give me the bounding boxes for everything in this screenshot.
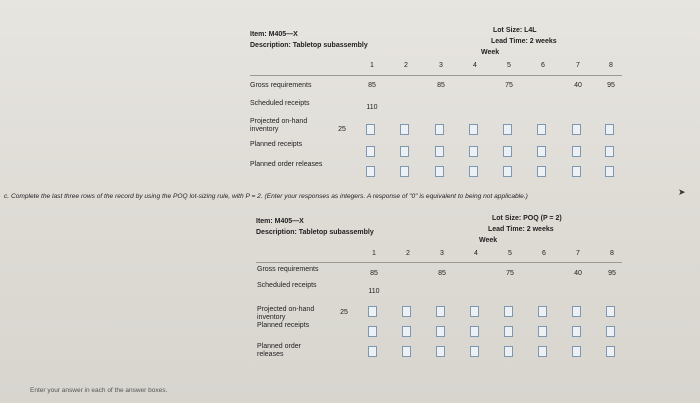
t2-projected-box-w6[interactable] — [538, 306, 547, 317]
cursor-arrow-icon: ➤ — [678, 187, 686, 197]
t2-releases-box-w1[interactable] — [368, 346, 377, 357]
t2-releases-box-w2[interactable] — [402, 346, 411, 357]
t1-label-gross: Gross requirements — [250, 82, 312, 89]
t2-week-1: 1 — [372, 250, 376, 257]
t1-gross-w8: 95 — [607, 82, 615, 89]
t2-releases-box-w6[interactable] — [538, 346, 547, 357]
t2-gross-w5: 75 — [506, 270, 514, 277]
t2-label-planned-receipts: Planned receipts — [257, 322, 310, 329]
footer-hint: Enter your answer in each of the answer boxes. — [30, 387, 168, 394]
t2-gross-w3: 85 — [438, 270, 446, 277]
t2-week-8: 8 — [610, 250, 614, 257]
t1-receipts-box-w3[interactable] — [435, 146, 444, 157]
t1-releases-box-w8[interactable] — [605, 166, 614, 177]
t2-label-projected: Projected on-hand inventory — [257, 306, 315, 321]
t1-projected-box-w5[interactable] — [503, 124, 512, 135]
table2-week-label: Week — [479, 237, 498, 244]
t1-receipts-box-w6[interactable] — [537, 146, 546, 157]
t2-receipts-box-w4[interactable] — [470, 326, 479, 337]
table2-item: Item: M405—X — [256, 218, 304, 225]
table1-description: Description: Tabletop subassembly — [250, 42, 368, 49]
t1-gross-w3: 85 — [437, 82, 445, 89]
t2-week-7: 7 — [576, 250, 580, 257]
t1-gross-w7: 40 — [574, 82, 582, 89]
t1-week-2: 2 — [404, 62, 408, 69]
t1-projected-box-w1[interactable] — [366, 124, 375, 135]
table1-week-label: Week — [481, 49, 500, 56]
t2-receipts-box-w5[interactable] — [504, 326, 513, 337]
t2-week-4: 4 — [474, 250, 478, 257]
t2-projected-box-w3[interactable] — [436, 306, 445, 317]
t1-week-5: 5 — [507, 62, 511, 69]
t2-projected-box-w5[interactable] — [504, 306, 513, 317]
t1-releases-box-w1[interactable] — [366, 166, 375, 177]
t1-week-3: 3 — [439, 62, 443, 69]
table2-lot-size: Lot Size: POQ (P = 2) — [492, 215, 562, 222]
t1-week-4: 4 — [473, 62, 477, 69]
table2-description: Description: Tabletop subassembly — [256, 229, 374, 236]
t1-receipts-box-w1[interactable] — [366, 146, 375, 157]
t1-receipts-box-w5[interactable] — [503, 146, 512, 157]
t2-receipts-box-w2[interactable] — [402, 326, 411, 337]
t1-receipts-box-w4[interactable] — [469, 146, 478, 157]
t1-week-7: 7 — [576, 62, 580, 69]
t2-header-rule — [256, 262, 622, 263]
t1-label-projected: Projected on-hand inventory — [250, 118, 308, 133]
t2-receipts-box-w8[interactable] — [606, 326, 615, 337]
t1-gross-w1: 85 — [368, 82, 376, 89]
t1-releases-box-w2[interactable] — [400, 166, 409, 177]
t1-receipts-box-w2[interactable] — [400, 146, 409, 157]
t2-releases-box-w3[interactable] — [436, 346, 445, 357]
t1-week-1: 1 — [370, 62, 374, 69]
t2-label-planned-releases: Planned order releases — [257, 343, 301, 358]
t1-projected-box-w6[interactable] — [537, 124, 546, 135]
t1-projected-box-w3[interactable] — [435, 124, 444, 135]
t1-label-planned-releases: Planned order releases — [250, 161, 323, 168]
table1-lead-time: Lead Time: 2 weeks — [491, 38, 557, 45]
t1-label-scheduled: Scheduled receipts — [250, 100, 310, 107]
t2-week-2: 2 — [406, 250, 410, 257]
t2-projected-box-w2[interactable] — [402, 306, 411, 317]
t2-releases-box-w5[interactable] — [504, 346, 513, 357]
t2-projected-box-w1[interactable] — [368, 306, 377, 317]
part-c-instruction: c. Complete the last three rows of the record by using the POQ lot-sizing rule, with P = 2. (Enter your responses as integers. A response of "0" is equivalent to being not applicable.) — [4, 193, 528, 200]
t1-projected-box-w8[interactable] — [605, 124, 614, 135]
t2-receipts-box-w3[interactable] — [436, 326, 445, 337]
t1-receipts-box-w7[interactable] — [572, 146, 581, 157]
t1-header-rule — [250, 75, 622, 76]
t2-week-3: 3 — [440, 250, 444, 257]
t1-releases-box-w3[interactable] — [435, 166, 444, 177]
t2-projected-box-w8[interactable] — [606, 306, 615, 317]
table1-lot-size: Lot Size: L4L — [493, 27, 537, 34]
t1-gross-w5: 75 — [505, 82, 513, 89]
t2-initial-inventory: 25 — [340, 309, 348, 316]
t1-projected-box-w7[interactable] — [572, 124, 581, 135]
t2-projected-box-w7[interactable] — [572, 306, 581, 317]
t2-gross-w7: 40 — [574, 270, 582, 277]
t2-releases-box-w4[interactable] — [470, 346, 479, 357]
t1-label-planned-receipts: Planned receipts — [250, 141, 303, 148]
table2-lead-time: Lead Time: 2 weeks — [488, 226, 554, 233]
t2-gross-w1: 85 — [370, 270, 378, 277]
t1-releases-box-w5[interactable] — [503, 166, 512, 177]
t1-week-6: 6 — [541, 62, 545, 69]
t2-gross-w8: 95 — [608, 270, 616, 277]
t2-week-5: 5 — [508, 250, 512, 257]
t1-projected-box-w4[interactable] — [469, 124, 478, 135]
t2-releases-box-w8[interactable] — [606, 346, 615, 357]
t2-week-6: 6 — [542, 250, 546, 257]
t1-releases-box-w4[interactable] — [469, 166, 478, 177]
t2-releases-box-w7[interactable] — [572, 346, 581, 357]
t2-receipts-box-w7[interactable] — [572, 326, 581, 337]
t2-label-scheduled: Scheduled receipts — [257, 282, 317, 289]
t1-projected-box-w2[interactable] — [400, 124, 409, 135]
t1-releases-box-w6[interactable] — [537, 166, 546, 177]
t2-receipts-box-w1[interactable] — [368, 326, 377, 337]
t1-scheduled-w1: 110 — [366, 104, 378, 111]
t1-receipts-box-w8[interactable] — [605, 146, 614, 157]
t1-initial-inventory: 25 — [338, 126, 346, 133]
t2-receipts-box-w6[interactable] — [538, 326, 547, 337]
t1-week-8: 8 — [609, 62, 613, 69]
t2-projected-box-w4[interactable] — [470, 306, 479, 317]
t2-label-gross: Gross requirements — [257, 266, 319, 273]
table1-item: Item: M405—X — [250, 31, 298, 38]
t1-releases-box-w7[interactable] — [572, 166, 581, 177]
t2-scheduled-w1: 110 — [368, 288, 380, 295]
